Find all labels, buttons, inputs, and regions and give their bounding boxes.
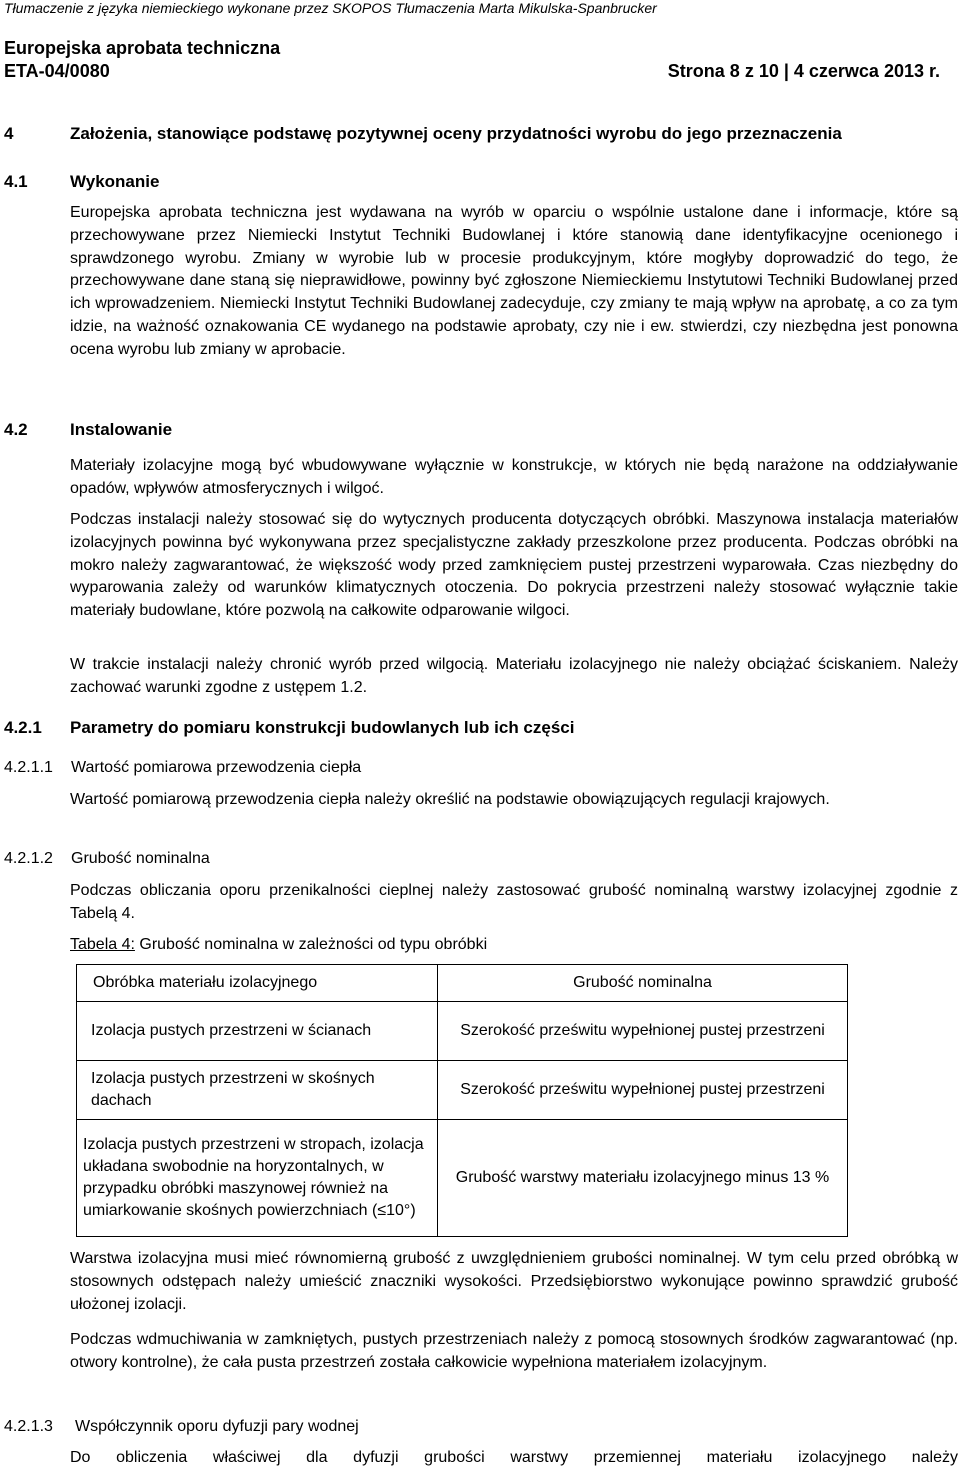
- table-cell-treatment: Izolacja pustych przestrzeni w ścianach: [77, 1002, 438, 1061]
- table-cell-treatment: Izolacja pustych przestrzeni w stropach, izolacja układana swobodnie na horyzontalnych, w przypadku obróbki maszynowej również na umiarkowanie skośnych powierzchniach (≤10°): [77, 1120, 438, 1237]
- section-4-2-1-1-paragraph: Wartość pomiarową przewodzenia ciepła należy określić na podstawie obowiązujących regulacji krajowych.: [70, 791, 830, 808]
- table-header-treatment: Obróbka materiału izolacyjnego: [77, 965, 438, 1002]
- section-4-2-1-3-paragraph: Do obliczenia właściwej dla dyfuzji grubości warstwy przemiennej materiału izolacyjnego należy: [70, 1449, 958, 1466]
- document-title: Europejska aprobata techniczna: [4, 38, 281, 58]
- table-cell-treatment: Izolacja pustych przestrzeni w skośnych dachach: [77, 1061, 438, 1120]
- section-4-2-1-number: 4.2.1: [4, 718, 42, 737]
- section-4-1-number: 4.1: [4, 172, 28, 191]
- section-4-2-number: 4.2: [4, 420, 28, 439]
- section-4-1-paragraph: Europejska aprobata techniczna jest wydawana na wyrób w oparciu o wspólnie ustalone dane i informacje, które są przechowywane przez Niemiecki Instytut Techniki Budowlanej i które stanowią dane identyfikacyjne ocenionego i sprawdzonego wyrobu. Zmiany w wyrobie lub w procesie produkcyjnym, które mogłyby doprowadzić do tego, że przechowywane dane staną się nieprawidłowe, powinny być zgłoszone Niemieckiemu Instytutowi Techniki Budowlanej przed ich wprowadzeniem. Niemiecki Instytut Techniki Budowlanej zadecyduje, czy zmiany te mają wpływ na aprobatę, a co za tym idzie, na ważność oznakowania CE wydanego na podstawie aprobaty, czy nie i ew. stwierdzi, czy niezbędna jest ponowna ocena wyrobu lub zmiany w aprobacie.: [70, 204, 958, 358]
- section-4-2-paragraph-2: Podczas instalacji należy stosować się do wytycznych producenta dotyczących obróbki. Maszynowa instalacja materiałów izolacyjnych powinna być wykonywana przez specjalistyczne zakłady przeszkolone przez producenta. Podczas obróbki na mokro należy zagwarantować, że większość wody przed zamknięciem pustej przestrzeni wyparowała. Czas niezbędny do wyparowania zależy od warunków klimatycznych otoczenia. Do pokrycia przestrzeni należy stosować wyłącznie takie materiały budowlane, które pozwolą na całkowite odparowanie wilgoci.: [70, 511, 958, 620]
- section-4-2-paragraph-1: Materiały izolacyjne mogą być wbudowywane wyłącznie w konstrukcje, w których nie będą narażone na oddziaływanie opadów, wpływów atmosferycznych i wilgoć.: [70, 457, 958, 497]
- table-caption-label: Tabela 4:: [70, 936, 135, 953]
- table-header-row: [77, 965, 848, 1002]
- section-4-2-1-3-number: 4.2.1.3: [4, 1418, 53, 1435]
- table-cell-thickness: Grubość warstwy materiału izolacyjnego minus 13 %: [438, 1120, 848, 1237]
- table-caption: [70, 936, 487, 954]
- table-row: [77, 1002, 848, 1061]
- section-4-2-paragraph-3: W trakcie instalacji należy chronić wyrób przed wilgocią. Materiału izolacyjnego nie należy obciążać ściskaniem. Należy zachować warunki zgodne z ustępem 1.2.: [70, 656, 958, 696]
- section-4-2-1-2-paragraph-3: Podczas wdmuchiwania w zamkniętych, pustych przestrzeniach należy z pomocą stosownych środków zagwarantować (np. otwory kontrolne), że cała pusta przestrzeń została całkowicie wypełniona materiałem izolacyjnym.: [70, 1331, 958, 1371]
- document-number: ETA-04/0080: [4, 61, 110, 81]
- section-4-2-1-title: Parametry do pomiaru konstrukcji budowlanych lub ich części: [70, 718, 575, 737]
- table-cell-thickness: Szerokość prześwitu wypełnionej pustej przestrzeni: [438, 1061, 848, 1120]
- section-4-2-1-1-title: Wartość pomiarowa przewodzenia ciepła: [71, 759, 362, 776]
- section-4-2-1-2-title: Grubość nominalna: [71, 850, 210, 867]
- section-4-2-1-2-paragraph-2: Warstwa izolacyjna musi mieć równomierną grubość z uwzględnieniem grubości nominalnej. W tym celu przed obróbką w stosownych odstępach należy umieścić znaczniki wysokości. Przedsiębiorstwo wykonujące powinno sprawdzić grubość ułożonej izolacji.: [70, 1250, 958, 1313]
- nominal-thickness-table: [76, 964, 848, 1237]
- section-4-2-1-2-paragraph-1: Podczas obliczania oporu przenikalności cieplnej należy zastosować grubość nominalną warstwy izolacyjnej zgodnie z Tabelą 4.: [70, 882, 958, 922]
- section-4-2-1-1-number: 4.2.1.1: [4, 759, 53, 776]
- section-4-number: 4: [4, 124, 14, 143]
- page-info: Strona 8 z 10 | 4 czerwca 2013 r.: [667, 61, 940, 81]
- table-caption-text: Grubość nominalna w zależności od typu obróbki: [134, 936, 488, 953]
- section-4-2-1-3-title: Współczynnik oporu dyfuzji pary wodnej: [75, 1418, 359, 1435]
- section-4-1-title: Wykonanie: [70, 172, 160, 191]
- table-header-thickness: Grubość nominalna: [438, 965, 848, 1002]
- translator-note: Tłumaczenie z języka niemieckiego wykonane przez SKOPOS Tłumaczenia Marta Mikulska-Spanbrucker: [4, 0, 657, 16]
- section-4-title: Założenia, stanowiące podstawę pozytywnej oceny przydatności wyrobu do jego przeznaczenia: [70, 124, 842, 143]
- section-4-2-title: Instalowanie: [70, 420, 173, 439]
- section-4-2-1-2-number: 4.2.1.2: [4, 850, 53, 867]
- table-cell-thickness: Szerokość prześwitu wypełnionej pustej przestrzeni: [438, 1002, 848, 1061]
- table-row: [77, 1061, 848, 1120]
- table-row: [77, 1120, 848, 1237]
